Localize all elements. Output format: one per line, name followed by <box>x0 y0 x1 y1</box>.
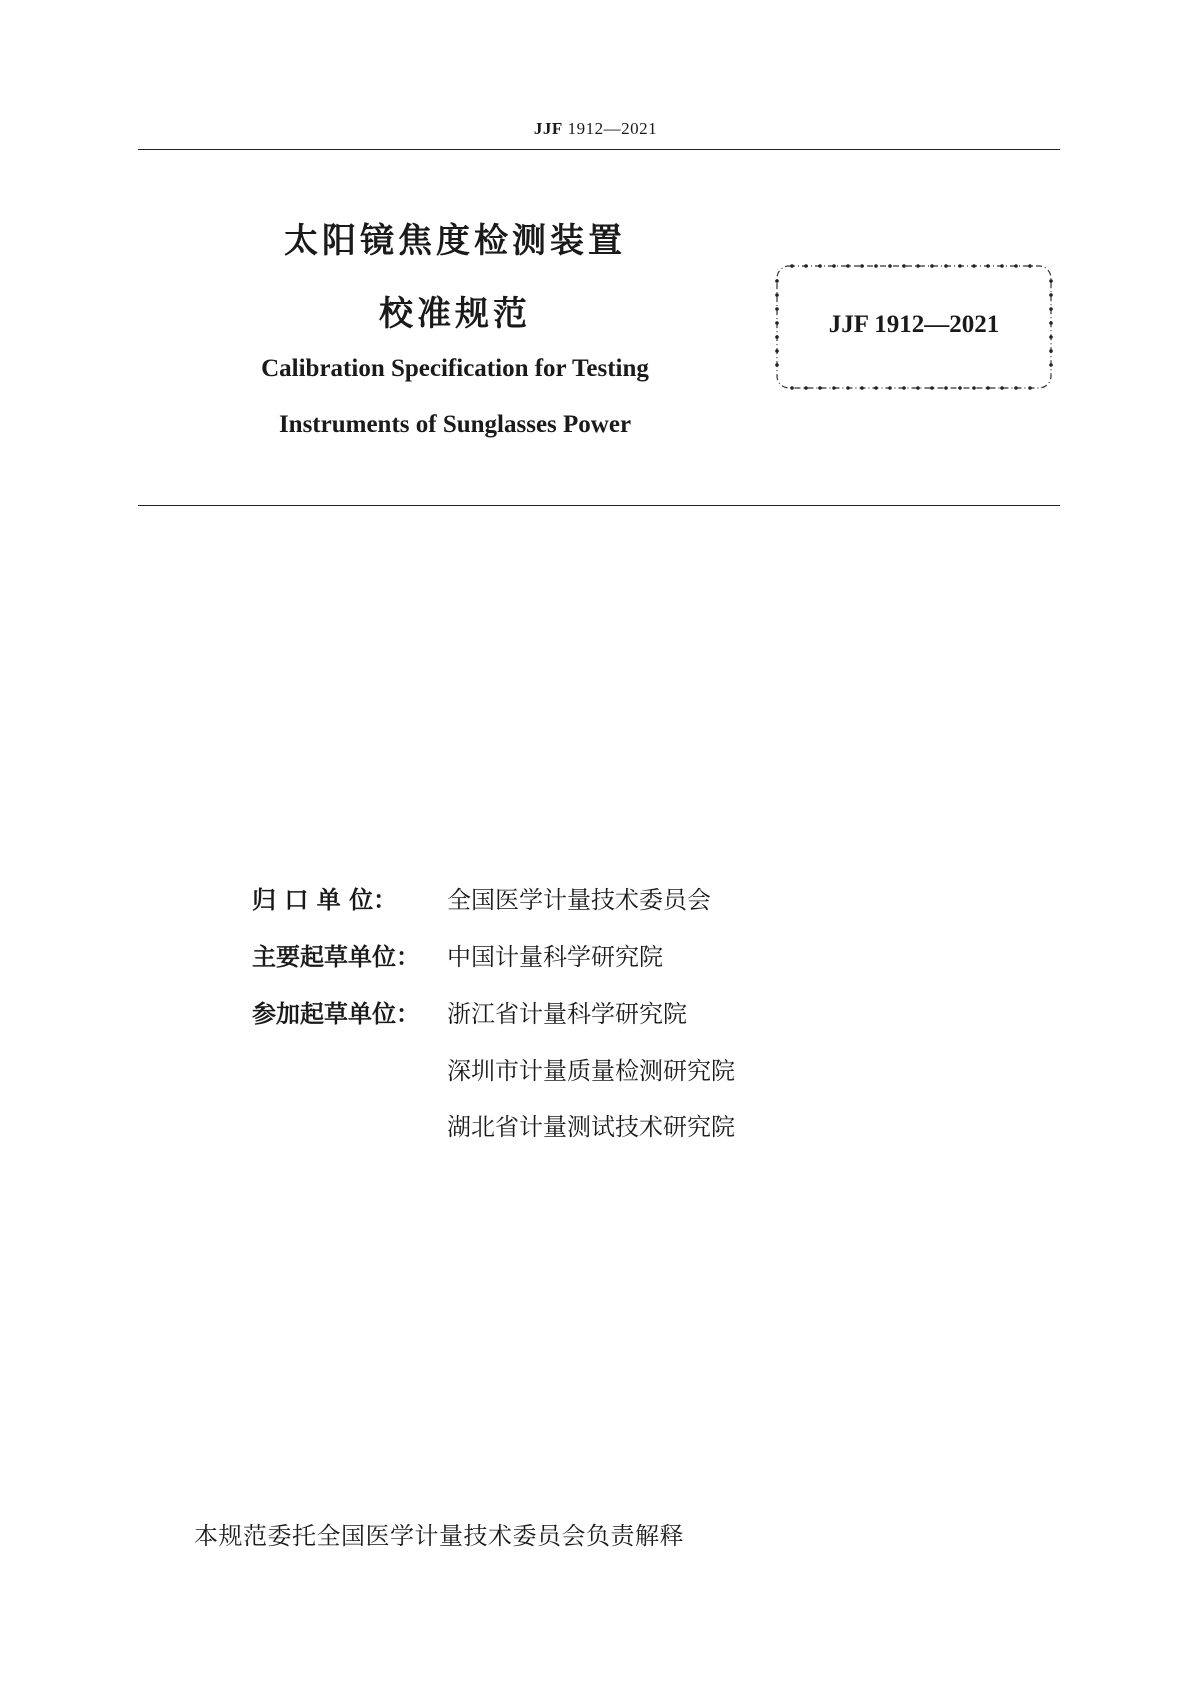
frame-dot <box>958 264 962 268</box>
frame-dot <box>790 264 794 268</box>
frame-dot <box>804 386 808 390</box>
frame-dot <box>790 386 794 390</box>
header-standard-code <box>0 119 1191 139</box>
frame-dot <box>860 386 864 390</box>
frame-dot <box>888 264 892 268</box>
frame-dot <box>1014 386 1018 390</box>
frame-dot <box>818 264 822 268</box>
frame-dot <box>832 386 836 390</box>
participating-unit-value: 湖北省计量测试技术研究院 <box>447 1113 735 1141</box>
frame-dot <box>902 264 906 268</box>
frame-dot <box>860 264 864 268</box>
frame-dot <box>832 264 836 268</box>
frame-dot <box>944 386 948 390</box>
frame-dot <box>775 363 779 367</box>
title-english-line-1: Calibration Specification for Testing <box>261 355 649 382</box>
participating-unit-value: 深圳市计量质量检测研究院 <box>447 1057 735 1085</box>
header-divider <box>138 149 1060 150</box>
frame-dot <box>1049 293 1053 297</box>
header-code-prefix: JJF <box>533 119 563 138</box>
frame-dot <box>1049 349 1053 353</box>
responsible-unit-label: 归 口 单 位： <box>252 886 398 914</box>
frame-dot <box>1000 264 1004 268</box>
frame-dot <box>1000 386 1004 390</box>
frame-dot <box>846 386 850 390</box>
frame-dot <box>930 386 934 390</box>
title-chinese-line-1: 太阳镜焦度检测装置 <box>284 221 626 261</box>
participating-unit-label: 参加起草单位： <box>252 1000 420 1028</box>
frame-dot <box>888 386 892 390</box>
title-english-line-2: Instruments of Sunglasses Power <box>278 411 632 438</box>
frame-dot <box>916 264 920 268</box>
frame-dot <box>775 349 779 353</box>
main-drafting-unit-label: 主要起草单位： <box>252 943 420 971</box>
frame-dot <box>1014 264 1018 268</box>
frame-dot <box>818 386 822 390</box>
frame-dot <box>846 264 850 268</box>
standard-code-frame <box>774 263 1054 391</box>
frame-dot <box>986 386 990 390</box>
frame-dot <box>775 293 779 297</box>
frame-dot <box>804 264 808 268</box>
responsible-unit-value: 全国医学计量技术委员会 <box>447 886 711 914</box>
frame-dot <box>916 386 920 390</box>
frame-dot <box>958 386 962 390</box>
main-drafting-unit-value: 中国计量科学研究院 <box>447 943 663 971</box>
frame-dot <box>944 264 948 268</box>
frame-dot <box>902 386 906 390</box>
header-code-number: 1912—2021 <box>562 119 658 138</box>
frame-dot <box>874 386 878 390</box>
frame-dot <box>1049 279 1053 283</box>
frame-dot <box>1028 264 1032 268</box>
participating-unit-value: 浙江省计量科学研究院 <box>447 1000 687 1028</box>
frame-dot <box>1049 363 1053 367</box>
frame-dot <box>874 264 878 268</box>
frame-dot <box>972 264 976 268</box>
title-chinese-line-2: 校准规范 <box>379 294 531 334</box>
frame-dot <box>972 386 976 390</box>
standard-code: JJF 1912—2021 <box>828 311 1000 338</box>
title-divider <box>138 505 1060 506</box>
interpretation-note: 本规范委托全国医学计量技术委员会负责解释 <box>194 1522 684 1550</box>
frame-dot <box>986 264 990 268</box>
frame-dot <box>1028 386 1032 390</box>
frame-dot <box>775 279 779 283</box>
frame-dot <box>930 264 934 268</box>
